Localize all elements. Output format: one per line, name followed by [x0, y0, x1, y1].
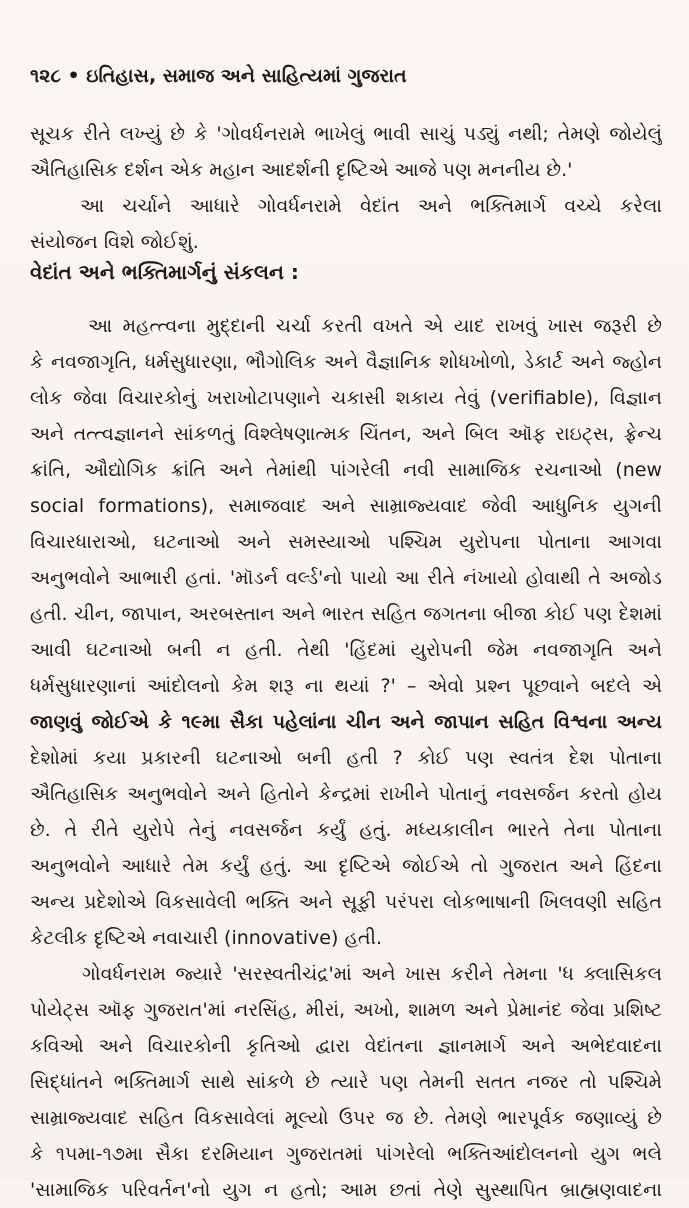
text-line: અનુભવોને આધારે તેમ કર્યું હતું. આ દૃષ્ટિએ જોઈએ તો ગુજરાત અને હિંદના — [30, 855, 662, 877]
text-line: છે. તે રીતે યુરોપે તેનું નવસર્જન કર્યું હતું. મધ્યકાલીન ભારતે તેના પોતાના — [30, 819, 662, 841]
text-line: અન્ય પ્રદેશોએ વિકસાવેલી ભક્તિ અને સૂફી પરંપરા લોકભાષાની ખિલવણી સહિત — [30, 891, 662, 913]
text-line: જાણવું જોઈએ કે ૧૯મા સૈકા પહેલાંના ચીન અને જાપાન સહિત વિશ્વના અન્ય — [30, 711, 662, 733]
text-line: પોયેટ્સ ઑફ ગુજરાત'માં નરસિંહ, મીરાં, અખો, શામળ અને પ્રેમાનંદ જેવા પ્રશિષ્ટ — [30, 999, 662, 1021]
text-line: કવિઓ અને વિચારકોની કૃતિઓ દ્વારા વેદાંતના જ્ઞાનમાર્ગ અને અભેદવાદના — [30, 1035, 662, 1057]
text-line: કે ૧૫મા-૧૭મા સૈકા દરમિયાન ગુજરાતમાં પાંગરેલો ભક્તિઆંદોલનનો યુગ ભલે — [30, 1143, 662, 1165]
text-line: ઐતિહાસિક અનુભવોને અને હિતોને કેન્દ્રમાં રાખીને પોતાનું નવસર્જન કરતો હોય — [30, 783, 662, 805]
text-line: social formations), સમાજવાદ અને સામ્રાજ્યવાદ જેવી આધુનિક યુગની — [30, 495, 662, 517]
text-line: આ મહત્ત્વના મુદ્દાની ચર્ચા કરતી વખતે એ યાદ રાખવું ખાસ જરૂરી છે — [88, 315, 662, 337]
text-line: લોક જેવા વિચારકોનું ખરાખોટાપણાને ચકાસી શકાય તેવું (verifiable), વિજ્ઞાન — [30, 387, 662, 409]
text-line: દેશોમાં કયા પ્રકારની ઘટનાઓ બની હતી ? કોઈ પણ સ્વતંત્ર દેશ પોતાના — [30, 747, 662, 769]
text-line: ઐતિહાસિક દર્શન એક મહાન આદર્શની દૃષ્ટિએ આજે પણ મનનીય છે.' — [30, 159, 573, 181]
text-line: કેટલીક દૃષ્ટિએ નવાચારી (innovative) હતી. — [30, 927, 383, 949]
text-line: અનુભવોને આભારી હતાં. 'મૉડર્ન વર્લ્ડ'નો પાયો આ રીતે નંખાયો હોવાથી તે અજોડ — [30, 567, 662, 589]
text-line: ક્રાંતિ, ઔદ્યોગિક ક્રાંતિ અને તેમાંથી પાંગરેલી નવી સામાજિક રચનાઓ (new — [30, 459, 662, 481]
text-line: આવી ઘટનાઓ બની ન હતી. તેથી 'હિંદમાં યુરોપની જેમ નવજાગૃતિ અને — [30, 639, 662, 661]
text-line: કે નવજાગૃતિ, ધર્મસુધારણા, ભૌગોલિક અને વૈજ્ઞાનિક શોધખોળો, ડેકાર્ટ અને જ્હોન — [30, 351, 662, 373]
text-line: સંયોજન વિશે જોઈશું. — [30, 231, 199, 253]
text-line: વિચારધારાઓ, ઘટનાઓ અને સમસ્યાઓ પશ્ચિમ યુરોપના પોતાના આગવા — [30, 531, 662, 553]
text-line: હતી. ચીન, જાપાન, અરબસ્તાન અને ભારત સહિત જગતના બીજા કોઈ પણ દેશમાં — [30, 603, 662, 625]
text-line: 'સામાજિક પરિવર્તન'નો યુગ ન હતો; આમ છતાં તેણે સુસ્થાપિત બ્રાહ્મણવાદના — [30, 1179, 662, 1201]
section-heading: વેદાંત અને ભક્તિમાર્ગનું સંકલન : — [30, 260, 299, 284]
text-line: સામ્રાજ્યવાદ સહિત વિકસાવેલાં મૂલ્યો ઉપર જ છે. તેમણે ભારપૂર્વક જણાવ્યું છે — [30, 1107, 662, 1129]
text-line: સિદ્ધાંતને ભક્તિમાર્ગ સાથે સાંકળે છે ત્યારે પણ તેમની સતત નજર તો પશ્ચિમે — [30, 1071, 662, 1093]
text-line: અને તત્ત્વજ્ઞાનને સાંકળતું વિશ્લેષણાત્મક ચિંતન, અને બિલ ઑફ રાઇટ્સ, ફ્રેન્ચ — [30, 423, 662, 445]
text-line: ધર્મસુધારણાનાં આંદોલનો કેમ શરૂ ના થયાં ?' – એવો પ્રશ્ન પૂછવાને બદલે એ — [30, 675, 662, 697]
text-line: આ ચર્ચાને આધારે ગોવર્ધનરામે વેદાંત અને ભક્તિમાર્ગ વચ્ચે કરેલા — [80, 195, 662, 217]
text-line: સૂચક રીતે લખ્યું છે કે 'ગોવર્ધનરામે ભાખેલું ભાવી સાચું પડ્યું નથી; તેમણે જોયેલું — [30, 123, 662, 145]
text-line: ગોવર્ધનરામ જ્યારે 'સરસ્વતીચંદ્ર'માં અને ખાસ કરીને તેમના 'ધ ક્લાસિકલ — [82, 963, 662, 985]
running-header: ૧૨૮ • ઇતિહાસ, સમાજ અને સાહિત્યમાં ગુજરાત — [30, 65, 407, 87]
